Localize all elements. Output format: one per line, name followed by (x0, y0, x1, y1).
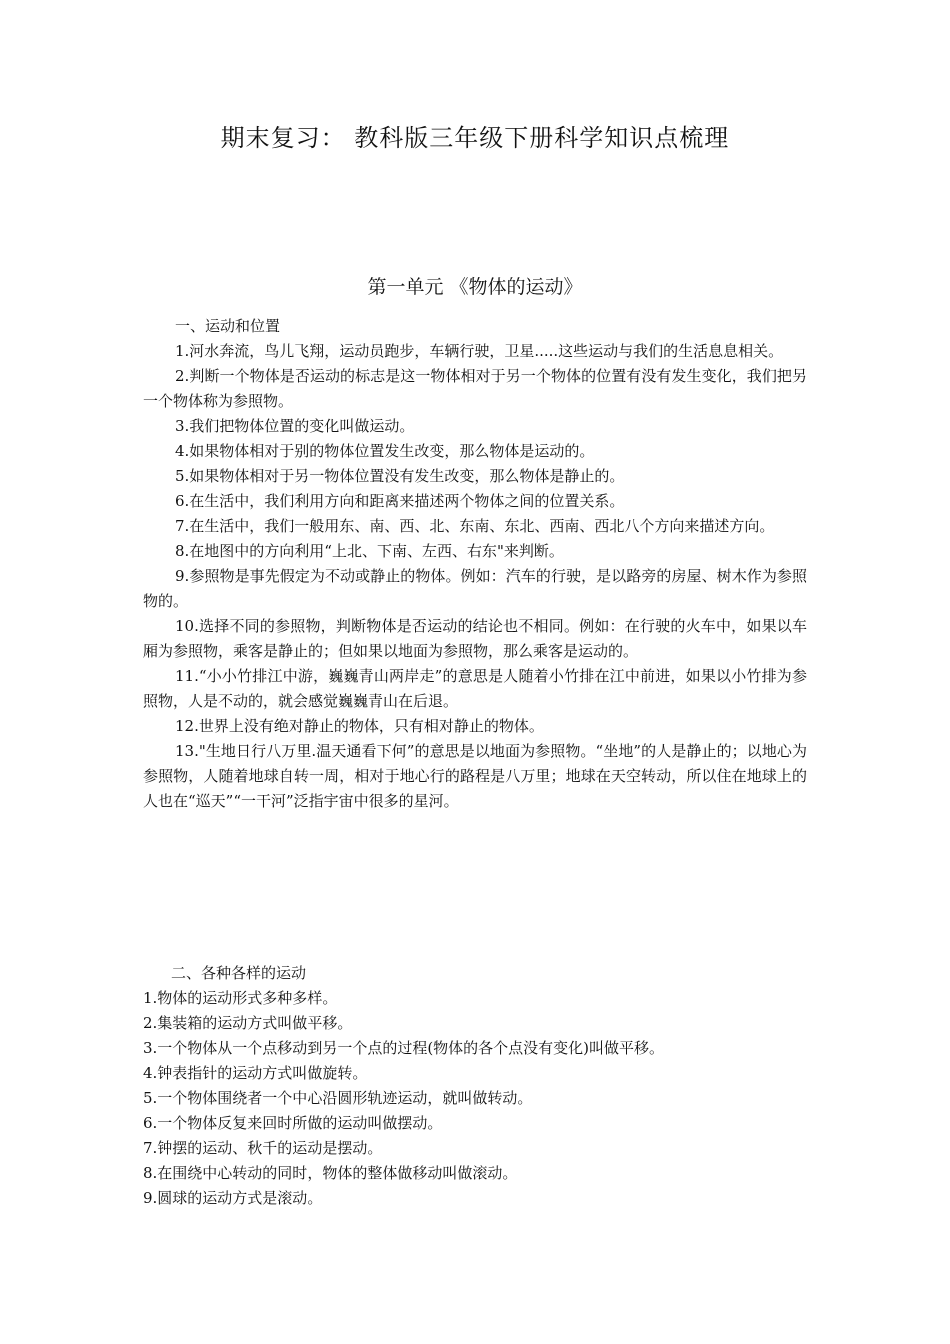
list-item: 8.在地图中的方向利用“上北、下南、左西、右东"来判断。 (175, 542, 564, 560)
list-item: 7.钟摆的运动、秋千的运动是摆动。 (143, 1139, 383, 1157)
section-heading: 一、运动和位置 (175, 317, 281, 335)
document-title: 期末复习： 教科版三年级下册科学知识点梳理 (220, 124, 730, 152)
section-kinds-of-motion (143, 961, 807, 1211)
list-item: 6.在生活中，我们利用方向和距离来描述两个物体之间的位置关系。 (175, 492, 625, 510)
section-heading: 二、各种各样的运动 (171, 964, 307, 982)
list-item: 13."生地日行八万里.温天通看下何”的意思是以地面为参照物。“坐地”的人是静止的；以地心为参照物，人随着地球自转一周，相对于地心行的路程是八万里；地球在天空转动，所以住在地球上的人也在“巡天”“一干河”泛指宇宙中很多的星河。 (143, 742, 807, 810)
list-item: 2.判断一个物体是否运动的标志是这一物体相对于另一个物体的位置有没有发生变化，我们把另一个物体称为参照物。 (143, 367, 807, 410)
list-item: 1.河水奔流，鸟儿飞翔，运动员跑步，车辆行驶，卫星.....这些运动与我们的生活息息相关。 (175, 342, 784, 360)
list-item: 9.参照物是事先假定为不动或静止的物体。例如：汽车的行驶，是以路旁的房屋、树木作为参照物的。 (143, 567, 807, 610)
section-motion-and-position (143, 314, 807, 814)
list-item: 4.如果物体相对于别的物体位置发生改变，那么物体是运动的。 (175, 442, 595, 460)
list-item: 4.钟表指针的运动方式叫做旋转。 (143, 1064, 368, 1082)
list-item: 2.集装箱的运动方式叫做平移。 (143, 1014, 353, 1032)
list-item: 8.在围绕中心转动的同时，物体的整体做移动叫做滚动。 (143, 1164, 518, 1182)
list-item: 10.选择不同的参照物，判断物体是否运动的结论也不相同。例如：在行驶的火车中，如果以车厢为参照物，乘客是静止的；但如果以地面为参照物，那么乘客是运动的。 (143, 617, 807, 660)
list-item: 3.一个物体从一个点移动到另一个点的过程(物体的各个点没有变化)叫做平移。 (143, 1039, 665, 1057)
list-item: 12.世界上没有绝对静止的物体，只有相对静止的物体。 (175, 717, 544, 735)
list-item: 1.物体的运动形式多种多样。 (143, 989, 338, 1007)
list-item: 7.在生活中，我们一般用东、南、西、北、东南、东北、西南、西北八个方向来描述方向。 (175, 517, 775, 535)
list-item: 3.我们把物体位置的变化叫做运动。 (175, 417, 415, 435)
list-item: 11.“小小竹排江中游，巍巍青山两岸走”的意思是人随着小竹排在江中前进，如果以小竹排为参照物，人是不动的，就会感觉巍巍青山在后退。 (143, 667, 807, 710)
list-item: 6.一个物体反复来回时所做的运动叫做摆动。 (143, 1114, 443, 1132)
unit-title: 第一单元 《物体的运动》 (367, 276, 583, 298)
list-item: 5.一个物体围绕者一个中心沿圆形轨迹运动，就叫做转动。 (143, 1089, 533, 1107)
list-item: 5.如果物体相对于另一物体位置没有发生改变，那么物体是静止的。 (175, 467, 625, 485)
list-item: 9.圆球的运动方式是滚动。 (143, 1189, 323, 1207)
